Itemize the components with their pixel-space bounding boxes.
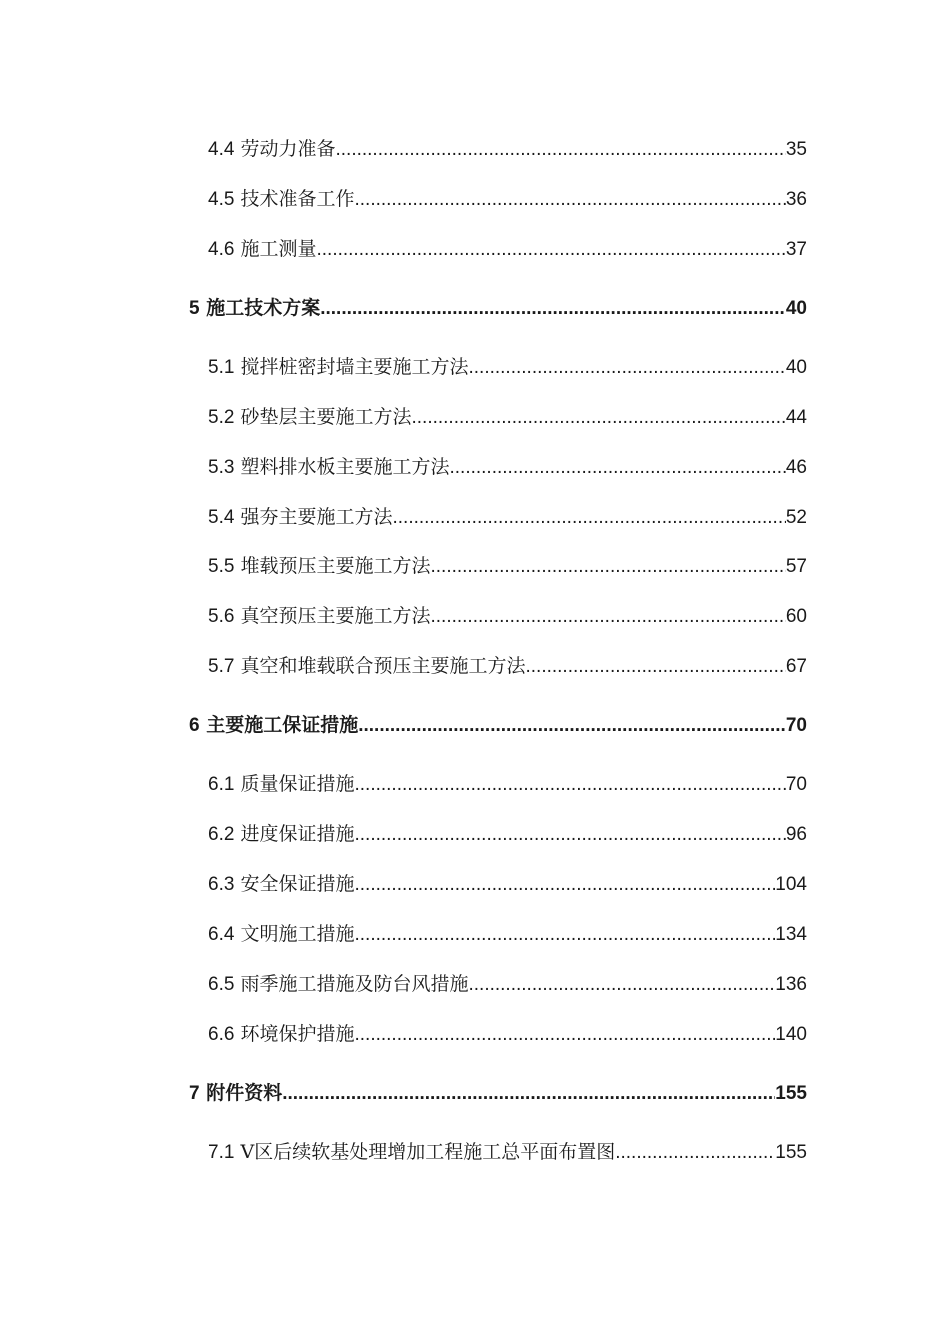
toc-leader-dots bbox=[354, 186, 785, 214]
toc-entry-6-1[interactable] bbox=[208, 770, 807, 798]
toc-entry-title: 真空预压主要施工方法 bbox=[240, 605, 431, 627]
toc-entry-title: 强夯主要施工方法 bbox=[240, 506, 393, 528]
toc-entry-page: 155 bbox=[775, 1083, 807, 1104]
toc-entry-number: 7.1 bbox=[208, 1142, 235, 1163]
toc-leader-dots bbox=[354, 921, 775, 949]
toc-entry-6-4[interactable] bbox=[208, 920, 807, 948]
toc-entry-number: 5.6 bbox=[208, 606, 235, 627]
toc-entry-number: 5.4 bbox=[208, 507, 235, 528]
toc-entry-number: 5 bbox=[189, 298, 200, 319]
toc-leader-dots bbox=[615, 1139, 775, 1167]
toc-entry-title: 塑料排水板主要施工方法 bbox=[240, 456, 450, 478]
toc-entry-title: 安全保证措施 bbox=[240, 873, 355, 895]
toc-entry-number: 6.5 bbox=[208, 974, 235, 995]
toc-entry-6-2[interactable] bbox=[208, 820, 807, 848]
toc-entry-title: 搅拌桩密封墙主要施工方法 bbox=[240, 356, 469, 378]
toc-entry-title: 堆载预压主要施工方法 bbox=[240, 555, 431, 577]
toc-entry-title: 施工技术方案 bbox=[206, 297, 321, 319]
toc-entry-page: 134 bbox=[775, 924, 807, 945]
toc-entry-number: 5.2 bbox=[208, 407, 235, 428]
toc-entry-page: 40 bbox=[785, 298, 807, 319]
toc-entry-number: 6 bbox=[189, 715, 200, 736]
toc-entry-page: 52 bbox=[785, 507, 807, 528]
toc-leader-dots bbox=[525, 653, 785, 681]
toc-leader-dots bbox=[282, 1080, 775, 1108]
toc-leader-dots bbox=[354, 871, 775, 899]
toc-entry-number: 5.7 bbox=[208, 656, 235, 677]
toc-entry-7-1[interactable] bbox=[208, 1138, 807, 1166]
toc-entry-title: 进度保证措施 bbox=[240, 823, 355, 845]
toc-entry-number: 5.3 bbox=[208, 457, 235, 478]
toc-leader-dots bbox=[320, 295, 786, 323]
toc-leader-dots bbox=[354, 821, 785, 849]
toc-leader-dots bbox=[430, 603, 785, 631]
toc-entry-title: 质量保证措施 bbox=[240, 773, 355, 795]
toc-entry-5-6[interactable] bbox=[208, 602, 807, 630]
toc-entry-title: 施工测量 bbox=[240, 238, 317, 260]
toc-entry-title: 附件资料 bbox=[206, 1082, 283, 1104]
toc-entry-page: 96 bbox=[785, 824, 807, 845]
toc-entry-5-7[interactable] bbox=[208, 652, 807, 680]
toc-entry-number: 4.6 bbox=[208, 239, 235, 260]
toc-entry-number: 5.5 bbox=[208, 556, 235, 577]
toc-entry-number: 4.5 bbox=[208, 189, 235, 210]
toc-entry-page: 35 bbox=[785, 139, 807, 160]
toc-entry-page: 70 bbox=[785, 715, 807, 736]
toc-entry-4-4[interactable] bbox=[208, 135, 807, 163]
toc-entry-5-5[interactable] bbox=[208, 552, 807, 580]
toc-entry-4-6[interactable] bbox=[208, 235, 807, 263]
toc-leader-dots bbox=[354, 1021, 775, 1049]
toc-entry-number: 6.1 bbox=[208, 774, 235, 795]
toc-entry-6[interactable] bbox=[189, 711, 807, 739]
toc-entry-5[interactable] bbox=[189, 294, 807, 322]
toc-entry-title: 真空和堆载联合预压主要施工方法 bbox=[240, 655, 526, 677]
toc-entry-number: 6.2 bbox=[208, 824, 235, 845]
toc-entry-5-2[interactable] bbox=[208, 403, 807, 431]
toc-entry-5-4[interactable] bbox=[208, 503, 807, 531]
toc-entry-title: 主要施工保证措施 bbox=[206, 714, 359, 736]
toc-entry-page: 40 bbox=[785, 357, 807, 378]
toc-entry-6-6[interactable] bbox=[208, 1020, 807, 1048]
toc-entry-number: 4.4 bbox=[208, 139, 235, 160]
toc-leader-dots bbox=[316, 236, 785, 264]
toc-entry-number: 6.4 bbox=[208, 924, 235, 945]
toc-entry-5-1[interactable] bbox=[208, 353, 807, 381]
toc-entry-title: 技术准备工作 bbox=[240, 188, 355, 210]
toc-entry-title: 砂垫层主要施工方法 bbox=[240, 406, 412, 428]
toc-entry-title: V区后续软基处理增加工程施工总平面布置图 bbox=[240, 1141, 616, 1163]
toc-entry-5-3[interactable] bbox=[208, 453, 807, 481]
toc-leader-dots bbox=[468, 354, 785, 382]
toc-entry-page: 67 bbox=[785, 656, 807, 677]
toc-entry-page: 36 bbox=[785, 189, 807, 210]
toc-entry-page: 46 bbox=[785, 457, 807, 478]
toc-entry-number: 7 bbox=[189, 1083, 200, 1104]
toc-entry-page: 70 bbox=[785, 774, 807, 795]
toc-entry-page: 104 bbox=[775, 874, 807, 895]
toc-entry-page: 136 bbox=[775, 974, 807, 995]
toc-entry-page: 60 bbox=[785, 606, 807, 627]
toc-entry-page: 44 bbox=[785, 407, 807, 428]
toc-entry-page: 155 bbox=[775, 1142, 807, 1163]
toc-leader-dots bbox=[468, 971, 775, 999]
toc-entry-page: 140 bbox=[775, 1024, 807, 1045]
toc-leader-dots bbox=[354, 771, 785, 799]
toc-entry-6-5[interactable] bbox=[208, 970, 807, 998]
toc-leader-dots bbox=[358, 712, 786, 740]
toc-entry-number: 6.6 bbox=[208, 1024, 235, 1045]
toc-entry-title: 雨季施工措施及防台风措施 bbox=[240, 973, 469, 995]
toc-entry-number: 6.3 bbox=[208, 874, 235, 895]
toc-entry-page: 37 bbox=[785, 239, 807, 260]
toc-entry-title: 劳动力准备 bbox=[240, 138, 336, 160]
toc-entry-7[interactable] bbox=[189, 1079, 807, 1107]
toc-leader-dots bbox=[335, 136, 785, 164]
toc-entry-page: 57 bbox=[785, 556, 807, 577]
toc-entry-title: 文明施工措施 bbox=[240, 923, 355, 945]
toc-leader-dots bbox=[449, 454, 785, 482]
toc-leader-dots bbox=[430, 553, 785, 581]
toc-entry-4-5[interactable] bbox=[208, 185, 807, 213]
toc-entry-number: 5.1 bbox=[208, 357, 235, 378]
toc-leader-dots bbox=[392, 504, 785, 532]
toc-entry-title: 环境保护措施 bbox=[240, 1023, 355, 1045]
toc-entry-6-3[interactable] bbox=[208, 870, 807, 898]
toc-leader-dots bbox=[411, 404, 785, 432]
